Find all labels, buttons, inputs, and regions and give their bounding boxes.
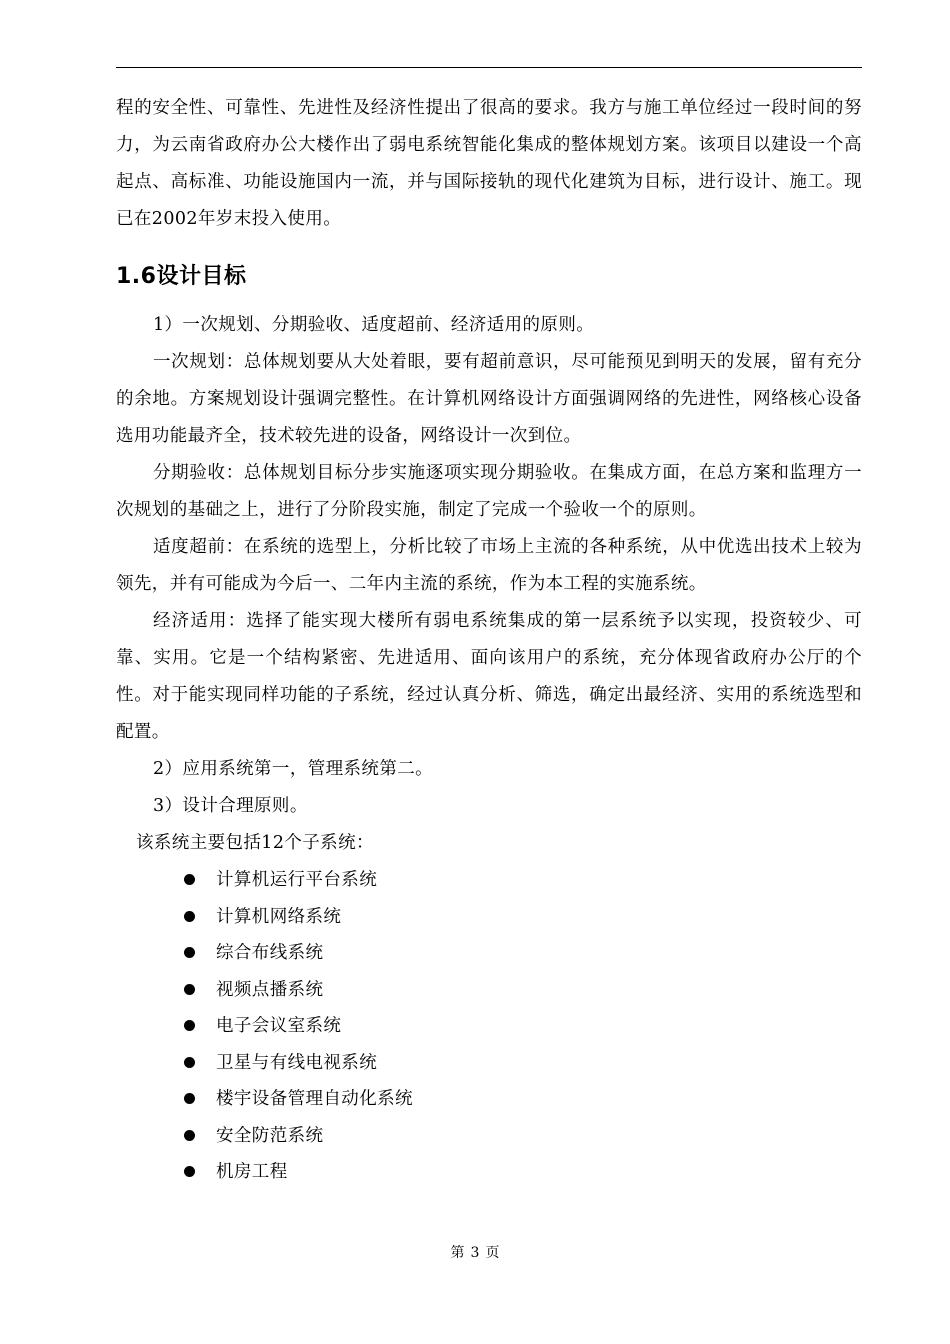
bullet-icon xyxy=(184,1166,195,1177)
list-item: 计算机运行平台系统 xyxy=(116,862,862,899)
bullet-icon xyxy=(184,1020,195,1031)
principle-2: 2）应用系统第一，管理系统第二。 xyxy=(153,759,434,779)
footer-suffix: 页 xyxy=(485,1245,500,1261)
subsystem-list xyxy=(116,862,862,1191)
bullet-icon xyxy=(184,1130,195,1141)
list-item: 卫星与有线电视系统 xyxy=(116,1045,862,1082)
principle-1: 1）一次规划、分期验收、适度超前、经济适用的原则。 xyxy=(153,315,595,335)
list-item: 机房工程 xyxy=(116,1154,862,1191)
list-item: 视频点播系统 xyxy=(116,972,862,1009)
paragraph-planning: 一次规划：总体规划要从大处着眼，要有超前意识，尽可能预见到明天的发展，留有充分的余地。方案规划设计强调完整性。在计算机网络设计方面强调网络的先进性，网络核心设备选用功能最齐全，技术较先进的设备，网络设计一次到位。 xyxy=(116,352,862,446)
footer-prefix: 第 xyxy=(450,1245,465,1261)
list-item: 综合布线系统 xyxy=(116,935,862,972)
page-number: 3 xyxy=(470,1245,480,1261)
bullet-icon xyxy=(184,1057,195,1068)
page-footer xyxy=(0,1243,950,1263)
list-item: 安全防范系统 xyxy=(116,1118,862,1155)
intro-paragraph: 程的安全性、可靠性、先进性及经济性提出了很高的要求。我方与施工单位经过一段时间的努力，为云南省政府办公大楼作出了弱电系统智能化集成的整体规划方案。该项目以建设一个高起点、高标准、功能设施国内一流，并与国际接轨的现代化建筑为目标，进行设计、施工。现已在2002年岁末投入使用。 xyxy=(116,98,862,229)
bullet-icon xyxy=(184,984,195,995)
paragraph-acceptance: 分期验收：总体规划目标分步实施逐项实现分期验收。在集成方面，在总方案和监理方一次规划的基础之上，进行了分阶段实施，制定了完成一个验收一个的原则。 xyxy=(116,463,862,520)
list-item: 楼宇设备管理自动化系统 xyxy=(116,1081,862,1118)
principle-3: 3）设计合理原则。 xyxy=(153,796,308,816)
header-rule xyxy=(116,67,862,68)
bullet-icon xyxy=(184,874,195,885)
list-item: 电子会议室系统 xyxy=(116,1008,862,1045)
section-heading: 1.6设计目标 xyxy=(116,264,247,289)
paragraph-economy: 经济适用：选择了能实现大楼所有弱电系统集成的第一层系统予以实现，投资较少、可靠、实用。它是一个结构紧密、先进适用、面向该用户的系统，充分体现省政府办公厅的个性。对于能实现同样功能的子系统，经过认真分析、筛选，确定出最经济、实用的系统选型和配置。 xyxy=(116,611,862,742)
bullet-icon xyxy=(184,947,195,958)
paragraph-advance: 适度超前：在系统的选型上，分析比较了市场上主流的各种系统，从中优选出技术上较为领先，并有可能成为今后一、二年内主流的系统，作为本工程的实施系统。 xyxy=(116,537,862,594)
bullet-icon xyxy=(184,1093,195,1104)
subsystem-intro: 该系统主要包括12个子系统： xyxy=(136,833,374,853)
list-item: 计算机网络系统 xyxy=(116,899,862,936)
page-body xyxy=(116,90,862,1191)
bullet-icon xyxy=(184,911,195,922)
